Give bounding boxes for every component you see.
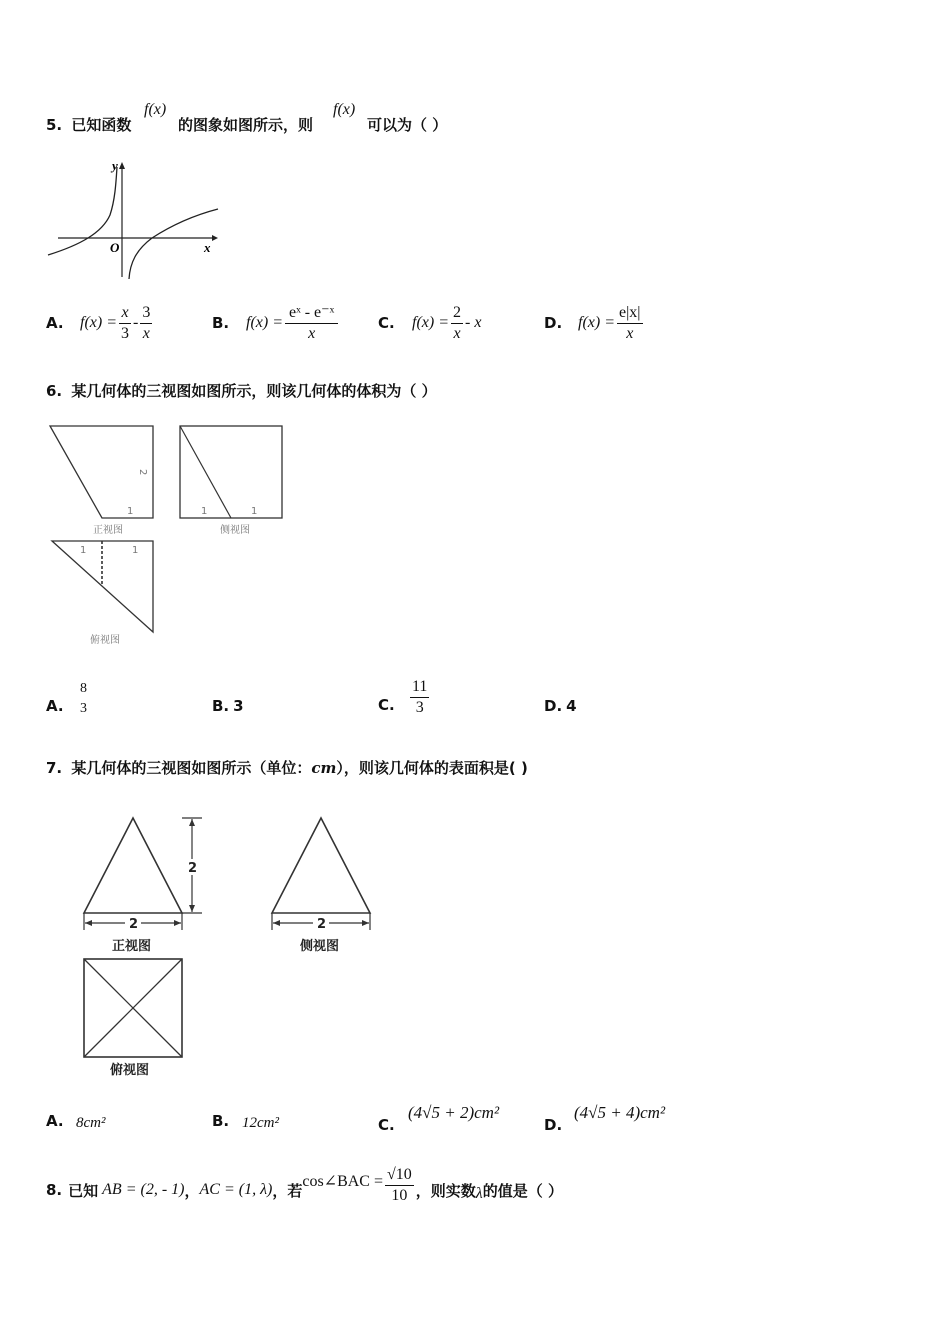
q6-option-b-value: 3 <box>233 697 244 715</box>
q7-option-c-label: C. <box>378 1116 395 1134</box>
q6-side-diagonal <box>180 426 231 518</box>
q5-option-b-lhs: f(x) = <box>246 314 283 331</box>
q8-sep1: ， <box>184 1181 200 1200</box>
q5-option-c[interactable] <box>378 300 481 346</box>
q7-top-caption: 俯视图 <box>110 1063 150 1078</box>
q8-stem <box>46 1160 563 1210</box>
q7-option-a-value: 8cm² <box>76 1114 106 1131</box>
q7-front-width-arrow-right <box>174 920 181 926</box>
q6-top-caption: 俯视图 <box>90 635 120 646</box>
q6-three-views <box>40 418 300 650</box>
q6-side-view <box>180 426 282 518</box>
q7-unit: cm <box>311 759 337 777</box>
q6-stem <box>46 380 437 401</box>
q7-text-b: ），则该几何体的表面积是( ) <box>336 759 528 777</box>
q5-x-label: x <box>204 240 211 255</box>
q6-option-d-label: D. <box>544 697 563 715</box>
q5-fx-2: f(x) <box>333 101 356 118</box>
q5-function-graph <box>40 155 230 285</box>
q8-text-a: 已知 <box>68 1181 99 1200</box>
q5-option-d-lhs: f(x) = <box>578 314 615 331</box>
q5-text-a: 已知函数 <box>71 116 132 134</box>
q8-number: 8. <box>46 1181 63 1199</box>
q7-option-b[interactable] <box>212 1103 279 1139</box>
q5-curve-left <box>48 167 117 255</box>
q5-number: 5. <box>46 116 63 134</box>
q7-side-caption: 侧视图 <box>300 939 340 954</box>
q7-three-views <box>70 808 390 1083</box>
q6-side-label-left: 1 <box>201 506 208 517</box>
q7-side-width-label: 2 <box>317 917 327 932</box>
q6-side-label-right: 1 <box>251 506 258 517</box>
q8-text-b: ，若 <box>272 1181 303 1200</box>
q6-option-c[interactable] <box>378 672 431 722</box>
q7-option-b-value: 12cm² <box>242 1114 279 1131</box>
q6-text: 某几何体的三视图如图所示，则该几何体的体积为（ ） <box>71 382 437 400</box>
q7-side-width-arrow-left <box>273 920 280 926</box>
q5-option-a-op: - <box>133 314 139 331</box>
q6-option-a-frac: 8 3 <box>80 681 87 716</box>
q7-number: 7. <box>46 759 63 777</box>
q7-text-a: 某几何体的三视图如图所示（单位： <box>71 759 312 777</box>
q5-option-b-frac: $\frac{\text{eˣ - e⁻ˣ}}{x}$ <box>285 304 338 343</box>
q5-y-label: y <box>112 158 118 173</box>
q7-side-view <box>272 818 370 913</box>
q8-text-d: 的值是（ ） <box>482 1181 563 1200</box>
q5-y-arrow <box>119 162 125 169</box>
q5-text-c: 可以为（ ） <box>367 116 448 134</box>
q6-side-caption: 侧视图 <box>220 525 250 536</box>
q6-front-caption: 正视图 <box>93 525 123 536</box>
q7-front-width-arrow-left <box>85 920 92 926</box>
q6-option-a-label: A. <box>46 697 64 715</box>
q5-option-b[interactable] <box>212 300 340 346</box>
q7-option-a[interactable] <box>46 1103 106 1139</box>
q5-x-arrow <box>212 235 218 241</box>
q7-height-arrow-top <box>189 819 195 826</box>
q7-side-width-arrow-right <box>362 920 369 926</box>
q6-option-d[interactable] <box>544 676 577 722</box>
q8-cos-lhs: cos∠BAC = <box>302 1173 383 1190</box>
q6-option-d-value: 4 <box>566 697 577 715</box>
q8-text-c: ，则实数 <box>415 1181 476 1200</box>
q7-option-d-label: D. <box>544 1116 563 1134</box>
q7-front-caption: 正视图 <box>112 939 152 954</box>
q6-option-c-frac: $\frac{11}{3}$ <box>412 677 428 716</box>
q5-text-b: 的图象如图所示，则 <box>178 116 314 134</box>
q5-option-c-label: C. <box>378 314 395 332</box>
q5-option-c-lhs: f(x) = <box>412 314 449 331</box>
q7-option-a-label: A. <box>46 1112 64 1130</box>
q6-top-label-right: 1 <box>132 545 139 556</box>
q6-option-b[interactable] <box>212 676 244 722</box>
q6-top-label-left: 1 <box>80 545 87 556</box>
q5-option-d-frac: $\frac{e|x|}{x}$ <box>619 303 641 342</box>
q5-option-d[interactable] <box>544 300 645 346</box>
q6-front-label-bottom: 1 <box>127 506 134 517</box>
q5-stem <box>46 114 131 135</box>
q7-option-c[interactable] <box>378 1096 499 1140</box>
q5-option-c-rest: - x <box>465 314 482 331</box>
q5-option-a[interactable] <box>46 300 154 346</box>
q5-origin-label: O <box>110 240 120 255</box>
q6-option-a[interactable] <box>46 676 91 722</box>
q7-option-b-label: B. <box>212 1112 230 1130</box>
q7-front-view <box>84 818 182 913</box>
q5-option-a-label: A. <box>46 314 64 332</box>
q7-front-width-label: 2 <box>129 917 139 932</box>
q6-option-c-label: C. <box>378 696 395 714</box>
q8-cos-frac: $\frac{√10}{10}$ <box>387 1165 412 1204</box>
q8-vector-ab: AB = (2, - 1) <box>102 1181 185 1198</box>
q7-option-c-value: (4√5 + 2)cm² <box>408 1103 500 1122</box>
q5-option-a-frac2: $\frac{3}{x}$ <box>142 303 151 342</box>
q6-number: 6. <box>46 382 63 400</box>
q5-option-a-frac1: $\frac{x}{3}$ <box>121 303 129 342</box>
q7-height-label: 2 <box>188 861 198 876</box>
q7-option-d-value: (4√5 + 4)cm² <box>574 1103 666 1122</box>
q8-vector-ac: AC = (1, λ) <box>199 1181 273 1198</box>
q7-height-arrow-bottom <box>189 905 195 912</box>
q8-lambda: λ <box>475 1185 483 1202</box>
q6-front-label-side: 2 <box>137 469 148 476</box>
q5-option-b-label: B. <box>212 314 230 332</box>
q6-option-b-label: B. <box>212 697 230 715</box>
q7-stem <box>46 757 528 778</box>
q7-option-d[interactable] <box>544 1096 665 1140</box>
q5-option-a-lhs: f(x) = <box>80 314 117 331</box>
q5-fx-1: f(x) <box>144 101 167 118</box>
q5-option-c-frac: $\frac{2}{x}$ <box>453 303 461 342</box>
q5-option-d-label: D. <box>544 314 563 332</box>
